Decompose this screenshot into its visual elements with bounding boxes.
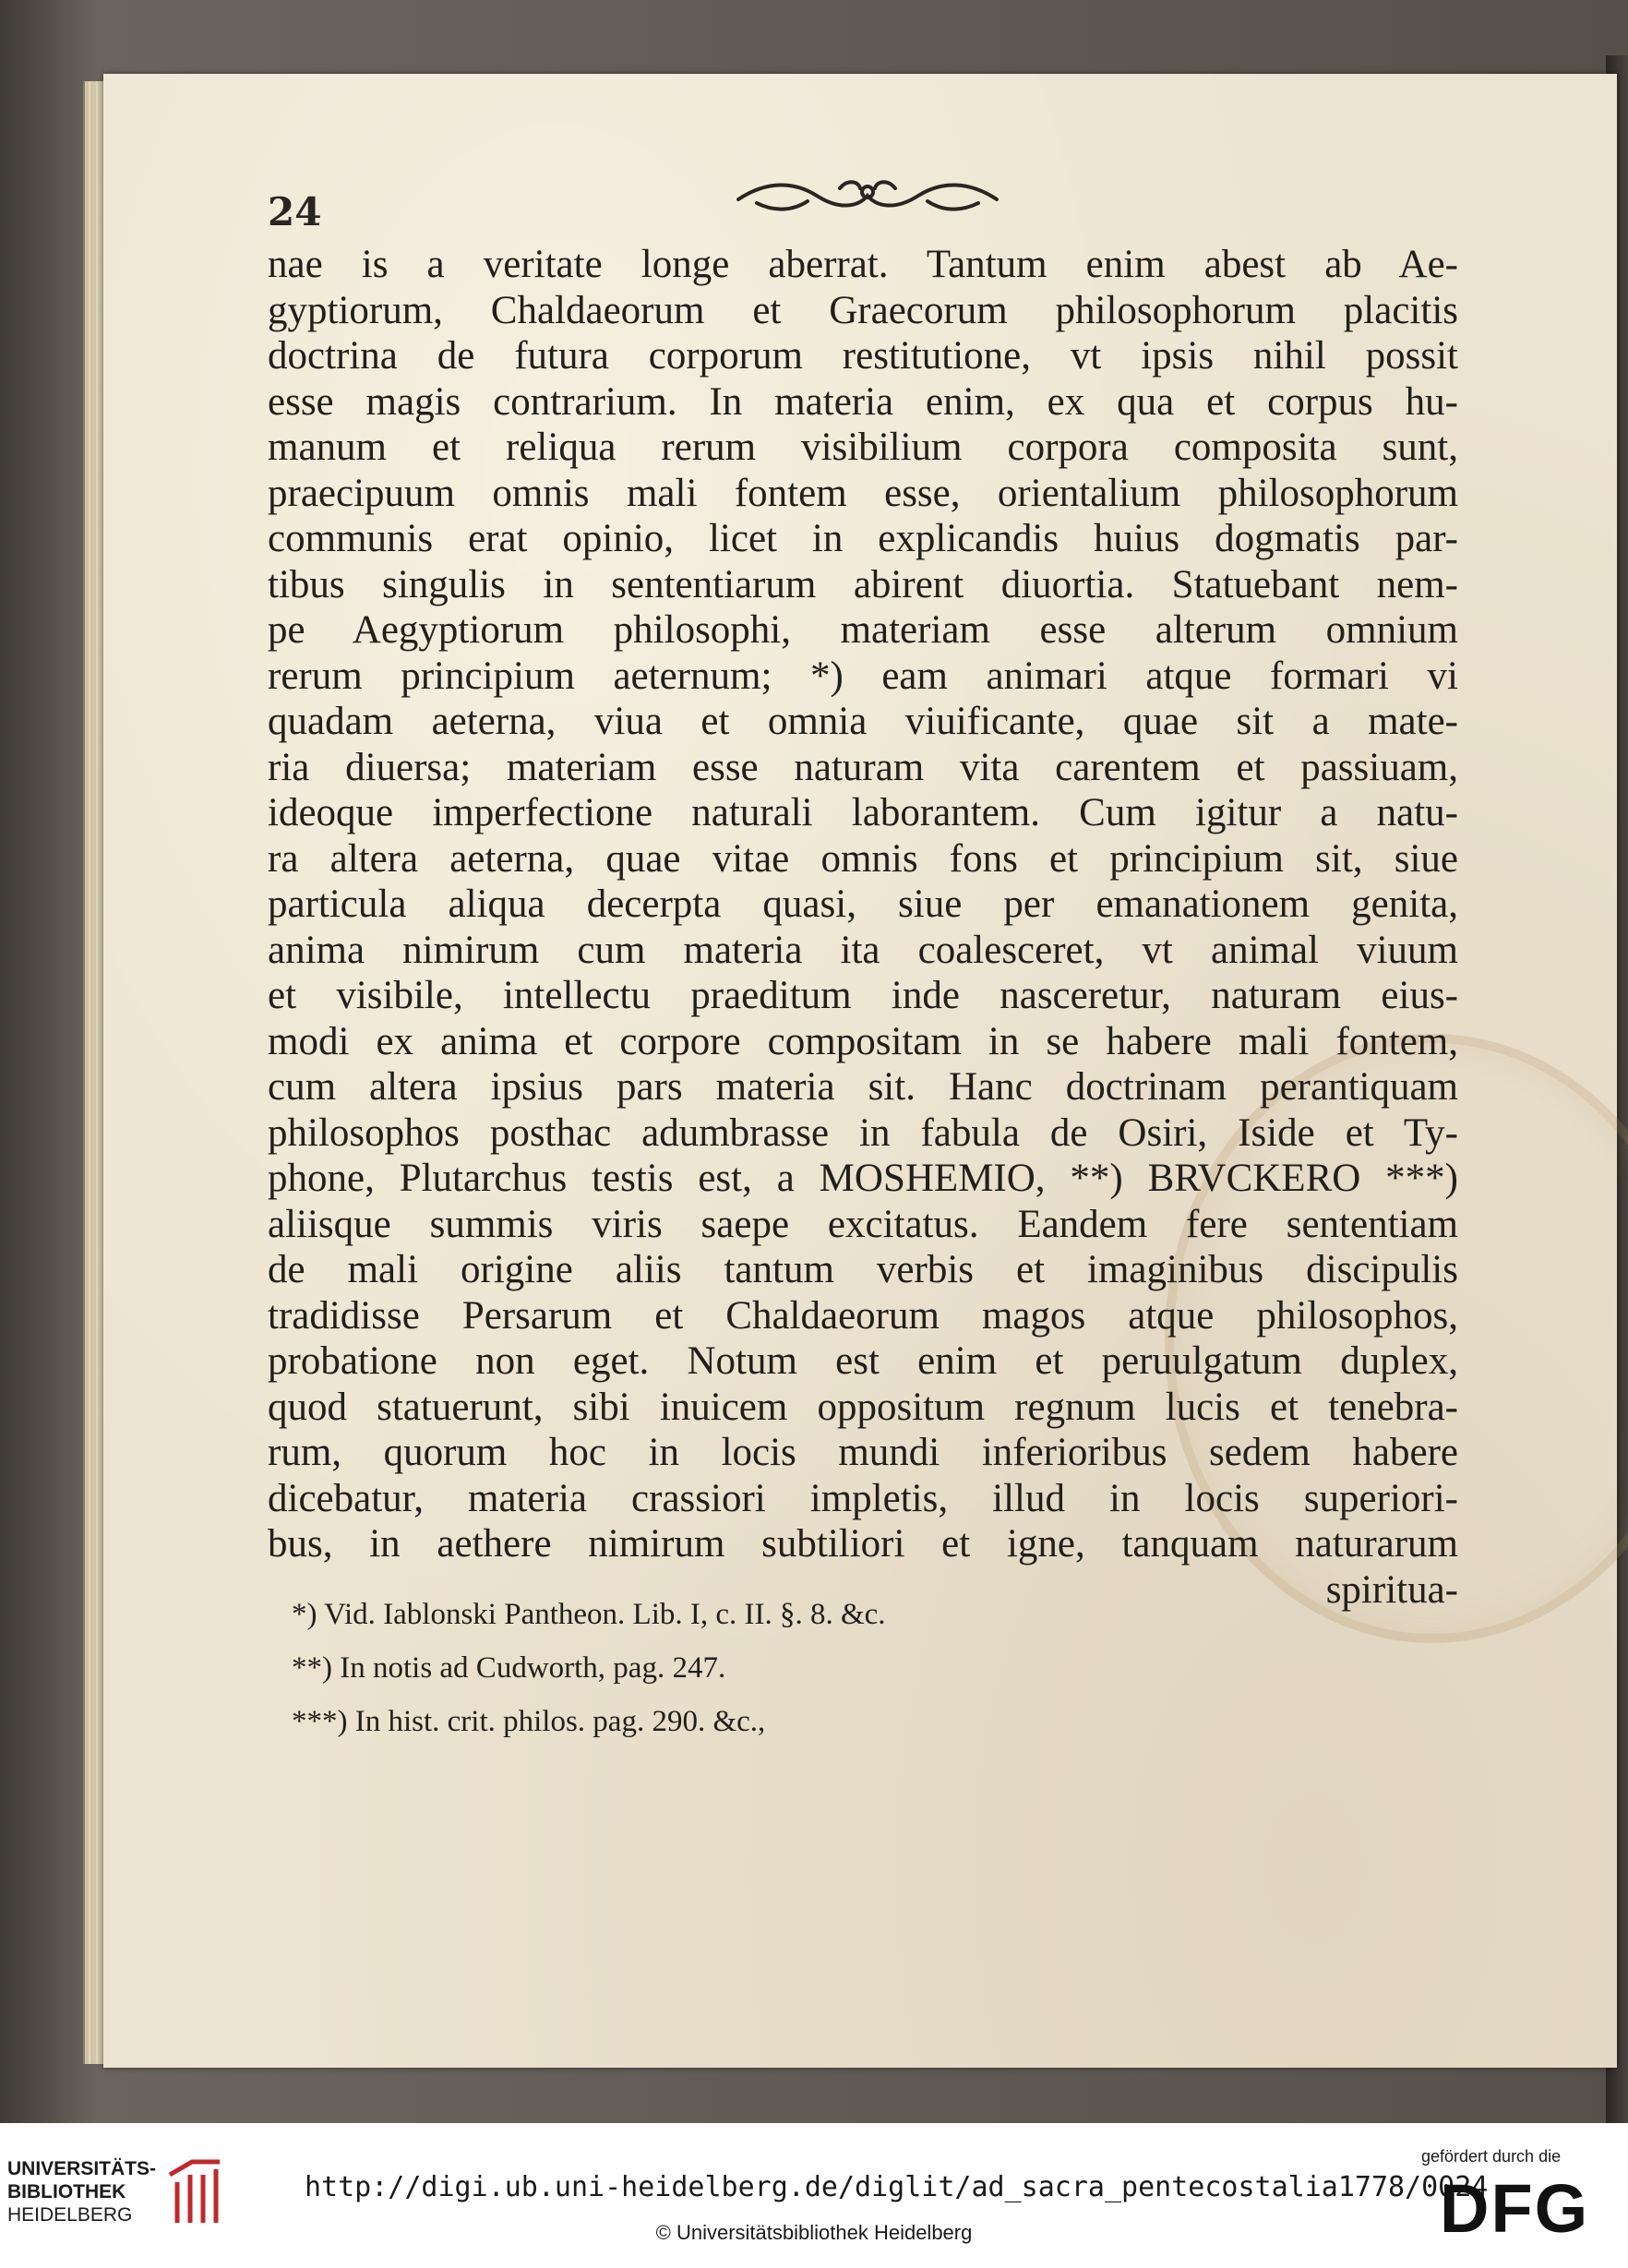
dfg-logo[interactable]: DFG [1440, 2170, 1590, 2247]
text-line: philosophos posthac adumbrasse in fabula de Osiri, Iside et Ty- [268, 1110, 1458, 1155]
text-line: nae is a veritate longe aberrat. Tantum enim abest ab Ae- [268, 243, 1458, 286]
ornament-icon [729, 175, 1006, 218]
text-line: praecipuum omnis mali fontem esse, orientalium philosophorum [268, 471, 1458, 515]
copyright-notice: © Universitätsbibliothek Heidelberg [655, 2221, 973, 2244]
permalink-url[interactable]: http://digi.ub.uni-heidelberg.de/diglit/ad_sacra_pentecostalia1778/0024 [305, 2171, 1489, 2203]
text-line: rum, quorum hoc in locis mundi inferioribus sedem habere [268, 1431, 1458, 1474]
footnotes [292, 1588, 1215, 1748]
text-line: modi ex anima et corpore compositam in se habere mali fontem, [268, 1019, 1458, 1063]
text-line: pe Aegyptiorum philosophi, materiam esse alterum omnium [268, 608, 1458, 652]
text-line: communis erat opinio, licet in explicandis huius dogmatis par- [268, 517, 1458, 560]
text-line: probatione non eget. Notum est enim et peruulgatum duplex, [268, 1339, 1458, 1383]
text-line: de mali origine aliis tantum verbis et imaginibus discipulis [268, 1248, 1458, 1291]
text-line: ra altera aeterna, quae vitae omnis fons et principium sit, siue [268, 836, 1458, 881]
catchword: spiritua- [1325, 1567, 1458, 1612]
text-line: tibus singulis in sententiarum abirent diuortia. Statuebant nem- [268, 562, 1458, 606]
text-line: ideoque imperfectione naturali laborantem. Cum igitur a natu- [268, 791, 1458, 834]
text-line: quod statuerunt, sibi inuicem oppositum regnum lucis et tenebra- [268, 1385, 1458, 1429]
text-line: rerum principium aeternum; *) eam animari atque formari vi [268, 654, 1458, 698]
footnote: **) In notis ad Cudworth, pag. 247. [292, 1651, 726, 1685]
page-number: 24 [268, 189, 322, 234]
footnote: ***) In hist. crit. philos. pag. 290. &c., [292, 1705, 766, 1738]
library-mark-icon [164, 2156, 225, 2226]
text-line: tradidisse Persarum et Chaldaeorum magos atque philosophos, [268, 1293, 1458, 1338]
text-line: esse magis contrarium. In materia enim, ex qua et corpus hu- [268, 379, 1458, 424]
text-line: bus, in aethere nimirum subtiliori et igne, tanquam naturarum [268, 1522, 1458, 1566]
text-line: et visibile, intellectu praeditum inde nasceretur, naturam eius- [268, 974, 1458, 1017]
text-line: cum altera ipsius pars materia sit. Hanc doctrinam perantiquam [268, 1065, 1458, 1109]
text-line: quadam aeterna, viua et omnia viuificante, quae sit a mate- [268, 700, 1458, 743]
text-line: phone, Plutarchus testis est, a MOSHEMIO, **) BRVCKERO ***) [268, 1157, 1458, 1200]
library-name-line3: HEIDELBERG [7, 2204, 133, 2226]
library-logo[interactable] [7, 2157, 156, 2226]
text-line: manum et reliqua rerum visibilium corpora composita sunt, [268, 426, 1458, 469]
funding-caption: gefördert durch die [1421, 2147, 1562, 2166]
text-line: doctrina de futura corporum restitutione, vt ipsis nihil possit [268, 334, 1458, 378]
text-line: particula aliqua decerpta quasi, siue per emanationem genita, [268, 882, 1458, 926]
text-line: ria diuersa; materiam esse naturam vita carentem et passiuam, [268, 745, 1458, 789]
text-line: anima nimirum cum materia ita coalesceret, vt animal viuum [268, 928, 1458, 972]
body-text [268, 242, 1458, 1613]
library-name-line2: BIBLIOTHEK [7, 2181, 126, 2202]
text-line: gyptiorum, Chaldaeorum et Graecorum philosophorum placitis [268, 288, 1458, 332]
library-name-line1: UNIVERSITÄTS- [7, 2158, 157, 2179]
footnote: *) Vid. Iablonski Pantheon. Lib. I, c. II. §. 8. &c. [292, 1598, 886, 1631]
text-line: dicebatur, materia crassiori impletis, illud in locis superiori- [268, 1476, 1458, 1520]
text-line: aliisque summis viris saepe excitatus. Eandem fere sententiam [268, 1202, 1458, 1246]
